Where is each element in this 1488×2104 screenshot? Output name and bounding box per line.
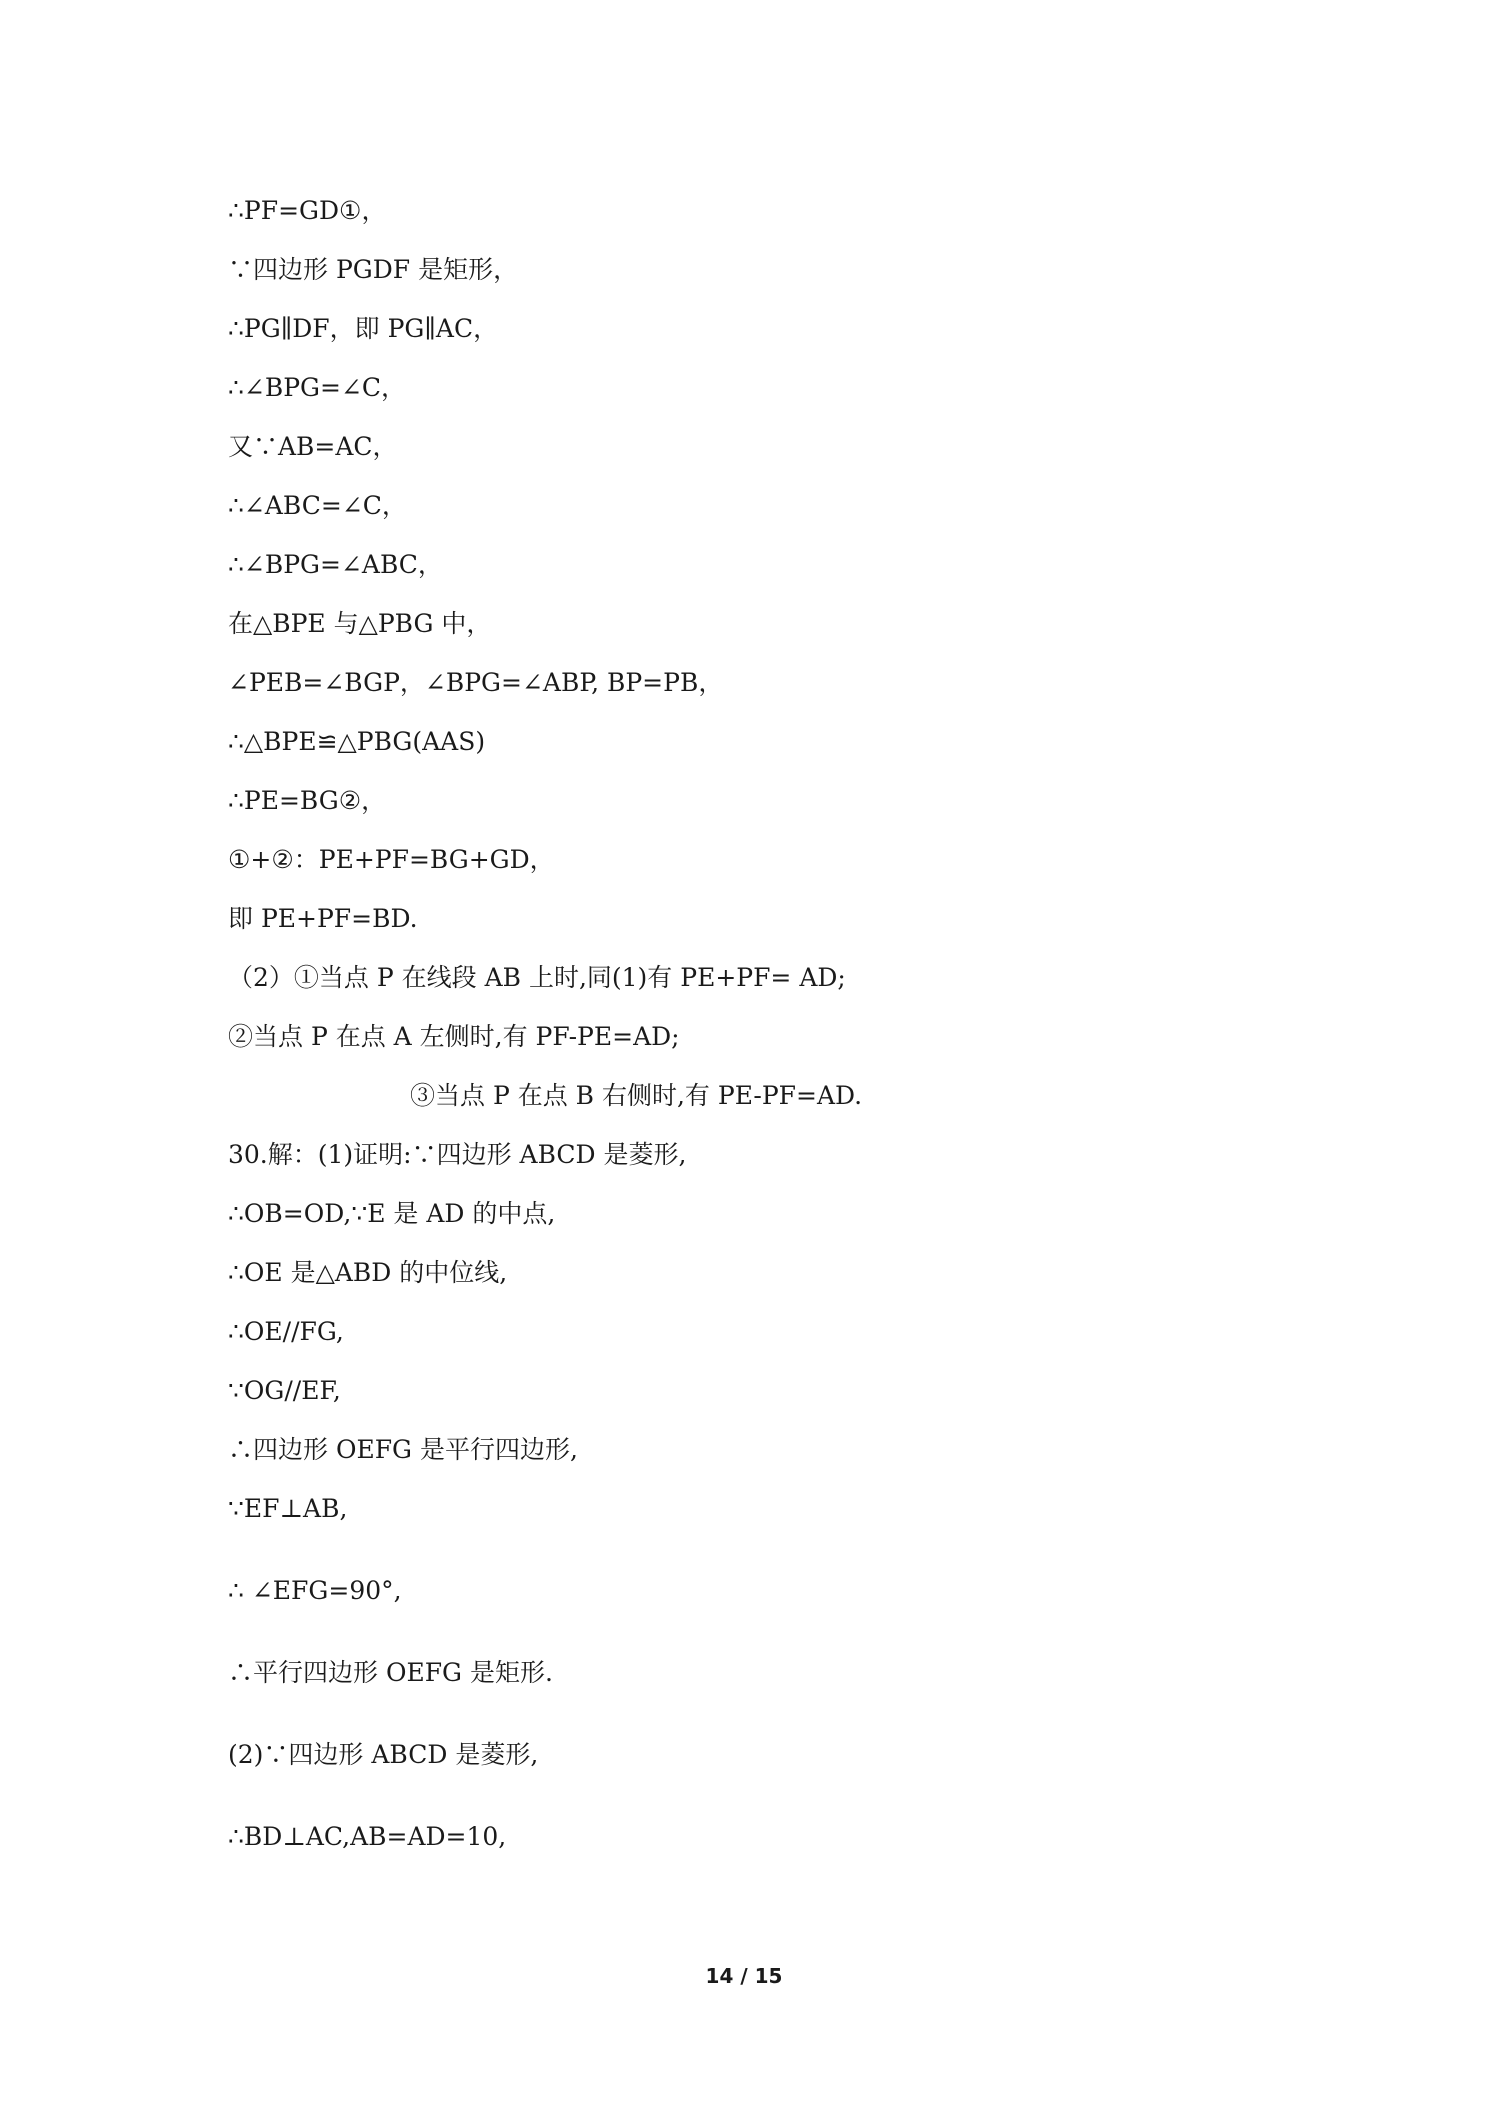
text-line: 在△BPE 与△PBG 中， bbox=[228, 609, 492, 638]
text-line: ∴∠BPG=∠ABC， bbox=[228, 550, 443, 579]
page-number: 14 / 15 bbox=[705, 1964, 783, 1988]
text-line: (2)∵四边形 ABCD 是菱形, bbox=[228, 1740, 539, 1769]
text-line: ①+②：PE+PF=BG+GD， bbox=[228, 845, 555, 874]
text-line: ∠PEB=∠BGP，∠BPG=∠ABP, BP=PB， bbox=[228, 668, 724, 697]
text-line: 即 PE+PF=BD. bbox=[228, 904, 418, 933]
text-line: ∴四边形 OEFG 是平行四边形, bbox=[228, 1435, 578, 1464]
text-line: ∴OE 是△ABD 的中位线, bbox=[228, 1258, 508, 1287]
text-line: ∴平行四边形 OEFG 是矩形. bbox=[228, 1658, 553, 1687]
text-line: ∴OB=OD,∵E 是 AD 的中点, bbox=[228, 1199, 556, 1228]
text-line: （2）①当点 P 在线段 AB 上时,同(1)有 PE+PF= AD; bbox=[228, 963, 846, 992]
text-line: ②当点 P 在点 A 左侧时,有 PF-PE=AD; bbox=[228, 1022, 680, 1051]
text-line: ∴OE//FG, bbox=[228, 1317, 344, 1346]
text-line: ∵OG//EF, bbox=[228, 1376, 341, 1405]
text-line: ∵EF⊥AB, bbox=[228, 1494, 348, 1523]
text-line: ∴PE=BG②， bbox=[228, 786, 387, 815]
text-line: ③当点 P 在点 B 右侧时,有 PE-PF=AD. bbox=[410, 1081, 863, 1110]
text-line: ∴∠ABC=∠C， bbox=[228, 491, 407, 520]
question-heading: 30.解：(1)证明:∵四边形 ABCD 是菱形, bbox=[228, 1140, 687, 1169]
text-line: ∴PG∥DF，即 PG∥AC， bbox=[228, 314, 499, 343]
text-line: ∴△BPE≌△PBG(AAS) bbox=[228, 727, 486, 756]
text-line: ∵四边形 PGDF 是矩形， bbox=[228, 255, 519, 284]
text-line: ∴ ∠EFG=90°, bbox=[228, 1576, 402, 1605]
text-line: ∴PF=GD①， bbox=[228, 196, 387, 225]
text-line: 又∵AB=AC， bbox=[228, 432, 398, 461]
text-line: ∴∠BPG=∠C， bbox=[228, 373, 407, 402]
text-line: ∴BD⊥AC,AB=AD=10, bbox=[228, 1822, 507, 1851]
